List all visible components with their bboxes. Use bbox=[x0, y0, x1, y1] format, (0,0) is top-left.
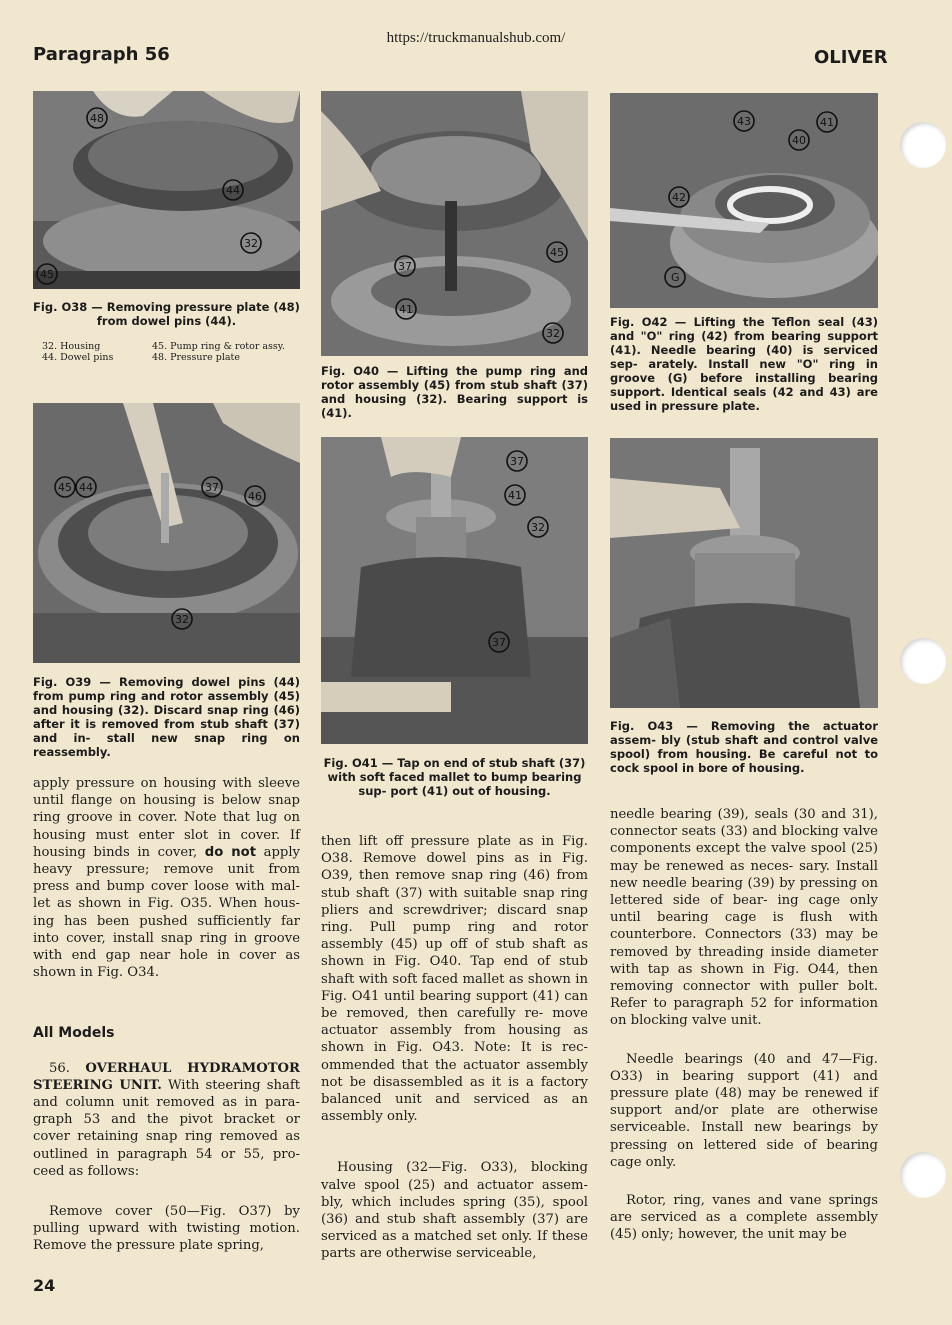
legend-item: 32. Housing bbox=[42, 341, 101, 352]
callout-32: 32 bbox=[546, 327, 560, 340]
callout-45: 45 bbox=[550, 246, 564, 259]
callout-32: 32 bbox=[531, 521, 545, 534]
section-header: Paragraph 56 bbox=[33, 44, 170, 65]
binder-hole-top bbox=[900, 122, 946, 168]
col2-paragraph-2: Housing (32—Fig. O33), blocking valve spool (25) and actuator assem- bly, which includes spring (35), spool (36) and stub shaft assembly (37) are serviced as a matched set only. If these parts are otherwise serviceable, bbox=[321, 1160, 588, 1262]
figure-o43-photo bbox=[610, 438, 878, 708]
figure-o39-caption bbox=[33, 675, 300, 759]
figure-o40-caption: Fig. O40 — Lifting the pump ring and rotor assembly (45) from stub shaft (37) and housing (32). Bearing support is (41). bbox=[321, 364, 588, 420]
figure-o42-photo bbox=[610, 93, 878, 308]
column-1 bbox=[33, 775, 300, 1255]
callout-37: 37 bbox=[205, 481, 219, 494]
col1-paragraph-2: 56. OVERHAUL HYDRAMOTOR STEERING UNIT. With steering shaft and column unit removed as in para- graph 53 and the pivot bracket or cover retaining snap ring removed as outlined in paragraph 54 or 55, pro- ceed as follows: bbox=[33, 1060, 301, 1179]
page-number: 24 bbox=[33, 1276, 56, 1295]
callout-37: 37 bbox=[492, 636, 506, 649]
figure-o38-photo bbox=[33, 91, 300, 289]
callout-g: G bbox=[671, 271, 680, 284]
callout-32: 32 bbox=[244, 237, 258, 250]
binder-hole-middle bbox=[900, 638, 946, 684]
callout-48: 48 bbox=[90, 112, 104, 125]
figure-o43-caption: Fig. O43 — Removing the actuator assem- bly (stub shaft and control valve spool) from housing. Be careful not to cock spool in bore of housing. bbox=[610, 719, 878, 775]
figure-o41-photo bbox=[321, 437, 588, 744]
legend-item: 48. Pressure plate bbox=[152, 352, 240, 363]
col2-paragraph-1: then lift off pressure plate as in Fig. O38. Remove dowel pins as in Fig. O39, then remove snap ring (46) from stub shaft (37) with suitable snap ring pliers and screwdriver; discard snap ring. Pull pump ring and rotor assembly (45) up off of stub shaft as shown in Fig. O40. Tap end of stub shaft with soft faced mallet as shown in Fig. O41 until bearing support (41) can be removed, then carefully re- move actuator assembly from housing as shown in Fig. O43. Note: It is rec- ommended that the actuator assembly not be disassembled as it is a factory balanced unit and serviced as an assembly only. bbox=[321, 834, 588, 1125]
figure-o39-caption-text: Fig. O39 — Removing dowel pins (44) from pump ring and rotor assembly (45) and housing (32). Discard snap ring (46) after it is removed from stub shaft (37) and in- stall new snap ring on reassembly. bbox=[33, 675, 300, 759]
callout-46: 46 bbox=[248, 490, 262, 503]
callout-44: 44 bbox=[226, 184, 240, 197]
callout-43: 43 bbox=[737, 115, 751, 128]
callout-41: 41 bbox=[820, 116, 834, 129]
col1-paragraph-3: Remove cover (50—Fig. O37) by pulling upward with twisting motion. Remove the pressure plate spring, bbox=[33, 1204, 300, 1254]
paragraph-title: OVERHAUL HYDRAMOTOR STEERING UNIT. bbox=[33, 1060, 300, 1093]
callout-41: 41 bbox=[399, 303, 413, 316]
callout-40: 40 bbox=[792, 134, 806, 147]
callout-41: 41 bbox=[508, 489, 522, 502]
figure-o40-photo bbox=[321, 91, 588, 356]
binder-hole-bottom bbox=[900, 1152, 946, 1198]
column-2 bbox=[321, 833, 588, 1263]
figure-o39-photo bbox=[33, 403, 300, 663]
section-heading-all-models: All Models bbox=[33, 1025, 115, 1042]
figure-o42-caption: Fig. O42 — Lifting the Teflon seal (43) and "O" ring (42) from bearing support (41). Needle bearing (40) is serviced sep- arately. Install new "O" ring in groove (G) before installing bearing support. Identical seals (42 and 43) are used in pressure plate. bbox=[610, 315, 878, 413]
legend-item: 44. Dowel pins bbox=[42, 352, 114, 363]
source-url[interactable]: https://truckmanualshub.com/ bbox=[386, 30, 566, 46]
col3-paragraph-2: Needle bearings (40 and 47—Fig. O33) in bearing support (41) and pressure plate (48) may be renewed if support and/or plate are otherwise serviceable. Install new bearings by pressing on lettered side of bearing cage only. bbox=[610, 1051, 878, 1170]
callout-45: 45 bbox=[40, 268, 54, 281]
figure-o41-caption: Fig. O41 — Tap on end of stub shaft (37) with soft faced mallet to bump bearing sup- port (41) out of housing. bbox=[323, 756, 586, 798]
callout-37: 37 bbox=[510, 455, 524, 468]
callout-45: 45 bbox=[58, 481, 72, 494]
callout-32: 32 bbox=[175, 613, 189, 626]
figure-o38-legend bbox=[42, 341, 300, 363]
callout-42: 42 bbox=[672, 191, 686, 204]
figure-o38-caption: Fig. O38 — Removing pressure plate (48) from dowel pins (44). bbox=[33, 300, 300, 328]
legend-item: 45. Pump ring & rotor assy. bbox=[152, 341, 285, 352]
col1-paragraph-1: apply pressure on housing with sleeve until flange on housing is below snap ring groove in cover. Note that lug on housing must enter slot in cover. If housing binds in cover, do not apply heavy pressure; remove unit from press and bump cover loose with mal- let as shown in Fig. O35. When hous- ing has been pushed sufficiently far into cover, install snap ring in groove with end gap near hole in cover as shown in Fig. O34. bbox=[33, 776, 300, 981]
callout-37: 37 bbox=[398, 260, 412, 273]
emphasis-do-not: do not bbox=[204, 844, 257, 860]
column-3 bbox=[610, 806, 878, 1244]
callout-44: 44 bbox=[79, 481, 93, 494]
col3-paragraph-1: needle bearing (39), seals (30 and 31), connector seats (33) and blocking valve components except the valve spool (25) may be renewed as neces- sary. Install new needle bearing (39) by pressing on lettered side of bear- ing cage only until bearing cage is flush with counterbore. Connectors (33) may be removed by threading inside diameter with tap as shown in Fig. O44, then removing connector with puller bolt. Refer to paragraph 52 for information on blocking valve unit. bbox=[610, 807, 878, 1029]
brand-header: OLIVER bbox=[814, 47, 888, 68]
col3-paragraph-3: Rotor, ring, vanes and vane springs are serviced as a complete assembly (45) only; however, the unit may be bbox=[610, 1193, 878, 1243]
